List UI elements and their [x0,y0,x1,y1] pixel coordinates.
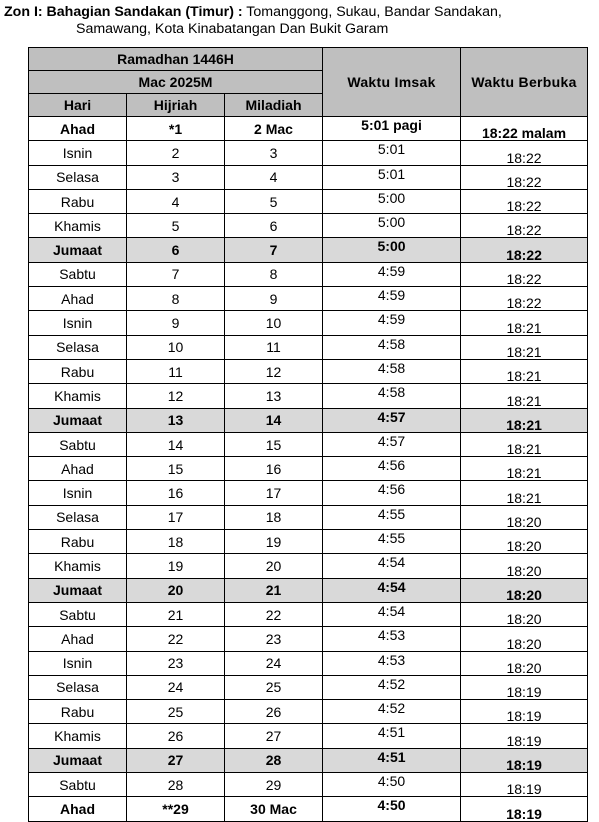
table-row [29,189,588,213]
schedule-rows [29,117,588,822]
cell-hari: Ahad [29,627,127,651]
cell-imsak: 4:59 [323,311,461,335]
cell-hari: Isnin [29,141,127,165]
cell-imsak: 4:59 [323,287,461,311]
cell-hari: Khamis [29,214,127,238]
cell-berbuka: 18:22 [461,262,588,286]
zone-areas-line2: Samawang, Kota Kinabatangan Dan Bukit Garam [76,21,389,37]
cell-imsak: 4:52 [323,675,461,699]
zone-heading [4,4,594,38]
table-row [29,214,588,238]
table-row [29,530,588,554]
cell-hari: Rabu [29,700,127,724]
header-hari: Hari [29,94,127,117]
table-row [29,675,588,699]
cell-imsak: 4:53 [323,651,461,675]
cell-imsak: 5:01 pagi [323,117,461,141]
cell-hijriah: 28 [127,773,225,797]
cell-miladiah: 7 [225,238,323,262]
cell-berbuka: 18:21 [461,408,588,432]
zone-heading-line1 [4,4,594,21]
table-row [29,748,588,772]
cell-miladiah: 23 [225,627,323,651]
cell-imsak: 4:56 [323,481,461,505]
cell-berbuka: 18:20 [461,578,588,602]
cell-hijriah: 22 [127,627,225,651]
cell-berbuka: 18:21 [461,457,588,481]
cell-miladiah: 30 Mac [225,797,323,821]
cell-berbuka: 18:20 [461,651,588,675]
cell-berbuka: 18:20 [461,505,588,529]
cell-miladiah: 13 [225,384,323,408]
cell-hijriah: 27 [127,748,225,772]
cell-hijriah: 23 [127,651,225,675]
cell-hijriah: 6 [127,238,225,262]
cell-berbuka: 18:22 malam [461,117,588,141]
cell-imsak: 4:57 [323,432,461,456]
cell-hari: Khamis [29,384,127,408]
table-row [29,651,588,675]
cell-miladiah: 25 [225,675,323,699]
cell-berbuka: 18:20 [461,530,588,554]
cell-hari: Ahad [29,797,127,821]
cell-hari: Sabtu [29,432,127,456]
cell-berbuka: 18:21 [461,311,588,335]
cell-hijriah: 15 [127,457,225,481]
cell-miladiah: 9 [225,287,323,311]
cell-hijriah: 17 [127,505,225,529]
table-row [29,602,588,626]
table-row [29,554,588,578]
cell-miladiah: 6 [225,214,323,238]
cell-imsak: 4:54 [323,602,461,626]
cell-imsak: 5:00 [323,214,461,238]
cell-hari: Ahad [29,117,127,141]
cell-berbuka: 18:22 [461,214,588,238]
cell-berbuka: 18:22 [461,141,588,165]
cell-hijriah: 2 [127,141,225,165]
cell-hari: Isnin [29,311,127,335]
cell-miladiah: 18 [225,505,323,529]
cell-berbuka: 18:22 [461,238,588,262]
cell-berbuka: 18:20 [461,627,588,651]
table-row [29,773,588,797]
cell-berbuka: 18:21 [461,384,588,408]
zone-label: Zon I: Bahagian Sandakan (Timur) : [4,4,243,20]
header-month: Mac 2025M [29,71,323,94]
cell-miladiah: 26 [225,700,323,724]
cell-imsak: 4:55 [323,505,461,529]
table-row [29,700,588,724]
cell-miladiah: 4 [225,165,323,189]
cell-imsak: 4:51 [323,748,461,772]
header-ramadhan: Ramadhan 1446H [29,48,323,71]
cell-berbuka: 18:22 [461,189,588,213]
cell-hari: Jumaat [29,578,127,602]
cell-berbuka: 18:22 [461,287,588,311]
cell-hari: Jumaat [29,408,127,432]
table-row [29,117,588,141]
zone-areas-line1: Tomanggong, Sukau, Bandar Sandakan, [242,4,502,20]
cell-miladiah: 11 [225,335,323,359]
cell-hijriah: 26 [127,724,225,748]
cell-berbuka: 18:21 [461,335,588,359]
table-row [29,505,588,529]
cell-berbuka: 18:19 [461,748,588,772]
cell-hari: Rabu [29,189,127,213]
cell-miladiah: 14 [225,408,323,432]
table-row [29,165,588,189]
cell-miladiah: 5 [225,189,323,213]
table-row [29,797,588,821]
cell-hijriah: 25 [127,700,225,724]
cell-hijriah: 3 [127,165,225,189]
cell-hari: Selasa [29,675,127,699]
header-miladiah: Miladiah [225,94,323,117]
cell-miladiah: 3 [225,141,323,165]
cell-hari: Jumaat [29,238,127,262]
cell-berbuka: 18:20 [461,554,588,578]
cell-hari: Selasa [29,335,127,359]
cell-imsak: 4:58 [323,335,461,359]
cell-miladiah: 8 [225,262,323,286]
header-hijriah: Hijriah [127,94,225,117]
cell-imsak: 4:57 [323,408,461,432]
cell-hari: Sabtu [29,773,127,797]
cell-imsak: 4:50 [323,797,461,821]
cell-hari: Selasa [29,505,127,529]
cell-hari: Sabtu [29,262,127,286]
cell-hari: Sabtu [29,602,127,626]
cell-imsak: 4:52 [323,700,461,724]
cell-miladiah: 29 [225,773,323,797]
cell-hari: Khamis [29,554,127,578]
cell-miladiah: 16 [225,457,323,481]
cell-hari: Isnin [29,651,127,675]
cell-hijriah: 4 [127,189,225,213]
cell-hijriah: 20 [127,578,225,602]
cell-miladiah: 10 [225,311,323,335]
cell-imsak: 4:53 [323,627,461,651]
cell-miladiah: 17 [225,481,323,505]
cell-hijriah: 11 [127,359,225,383]
cell-berbuka: 18:22 [461,165,588,189]
table-row [29,384,588,408]
cell-miladiah: 24 [225,651,323,675]
table-row [29,287,588,311]
cell-imsak: 4:58 [323,384,461,408]
cell-hari: Ahad [29,287,127,311]
table-row [29,457,588,481]
cell-hari: Rabu [29,359,127,383]
cell-imsak: 4:55 [323,530,461,554]
table-row [29,408,588,432]
cell-imsak: 5:00 [323,189,461,213]
cell-miladiah: 12 [225,359,323,383]
ramadhan-schedule-table [28,47,588,822]
cell-hijriah: 9 [127,311,225,335]
cell-imsak: 4:59 [323,262,461,286]
table-row [29,262,588,286]
cell-imsak: 4:50 [323,773,461,797]
table-row [29,141,588,165]
cell-miladiah: 22 [225,602,323,626]
cell-hijriah: 12 [127,384,225,408]
cell-berbuka: 18:19 [461,724,588,748]
cell-hari: Jumaat [29,748,127,772]
cell-hari: Selasa [29,165,127,189]
cell-hijriah: 19 [127,554,225,578]
cell-berbuka: 18:20 [461,602,588,626]
cell-berbuka: 18:19 [461,797,588,821]
cell-hijriah: 8 [127,287,225,311]
cell-imsak: 4:56 [323,457,461,481]
cell-hari: Isnin [29,481,127,505]
cell-hijriah: 10 [127,335,225,359]
cell-miladiah: 21 [225,578,323,602]
cell-miladiah: 2 Mac [225,117,323,141]
table-row [29,311,588,335]
header-waktu-berbuka: Waktu Berbuka [461,48,588,117]
cell-berbuka: 18:19 [461,773,588,797]
table-row [29,432,588,456]
cell-hijriah: 7 [127,262,225,286]
cell-imsak: 5:01 [323,165,461,189]
cell-imsak: 4:54 [323,554,461,578]
cell-imsak: 5:01 [323,141,461,165]
cell-berbuka: 18:21 [461,481,588,505]
cell-miladiah: 19 [225,530,323,554]
cell-miladiah: 28 [225,748,323,772]
cell-hijriah: *1 [127,117,225,141]
cell-berbuka: 18:21 [461,432,588,456]
cell-miladiah: 15 [225,432,323,456]
table-row [29,481,588,505]
cell-imsak: 5:00 [323,238,461,262]
table-row [29,724,588,748]
cell-berbuka: 18:19 [461,700,588,724]
cell-hijriah: 18 [127,530,225,554]
table-row [29,335,588,359]
cell-hijriah: 5 [127,214,225,238]
cell-hijriah: 13 [127,408,225,432]
cell-imsak: 4:51 [323,724,461,748]
header-waktu-imsak: Waktu Imsak [323,48,461,117]
cell-berbuka: 18:19 [461,675,588,699]
cell-hijriah: 21 [127,602,225,626]
cell-hijriah: 24 [127,675,225,699]
table-row [29,578,588,602]
cell-hari: Rabu [29,530,127,554]
table-row [29,238,588,262]
cell-hijriah: **29 [127,797,225,821]
cell-hari: Ahad [29,457,127,481]
cell-berbuka: 18:21 [461,359,588,383]
table-row [29,359,588,383]
table-row [29,627,588,651]
cell-hijriah: 16 [127,481,225,505]
cell-imsak: 4:58 [323,359,461,383]
cell-miladiah: 27 [225,724,323,748]
cell-hijriah: 14 [127,432,225,456]
cell-hari: Khamis [29,724,127,748]
cell-miladiah: 20 [225,554,323,578]
cell-imsak: 4:54 [323,578,461,602]
